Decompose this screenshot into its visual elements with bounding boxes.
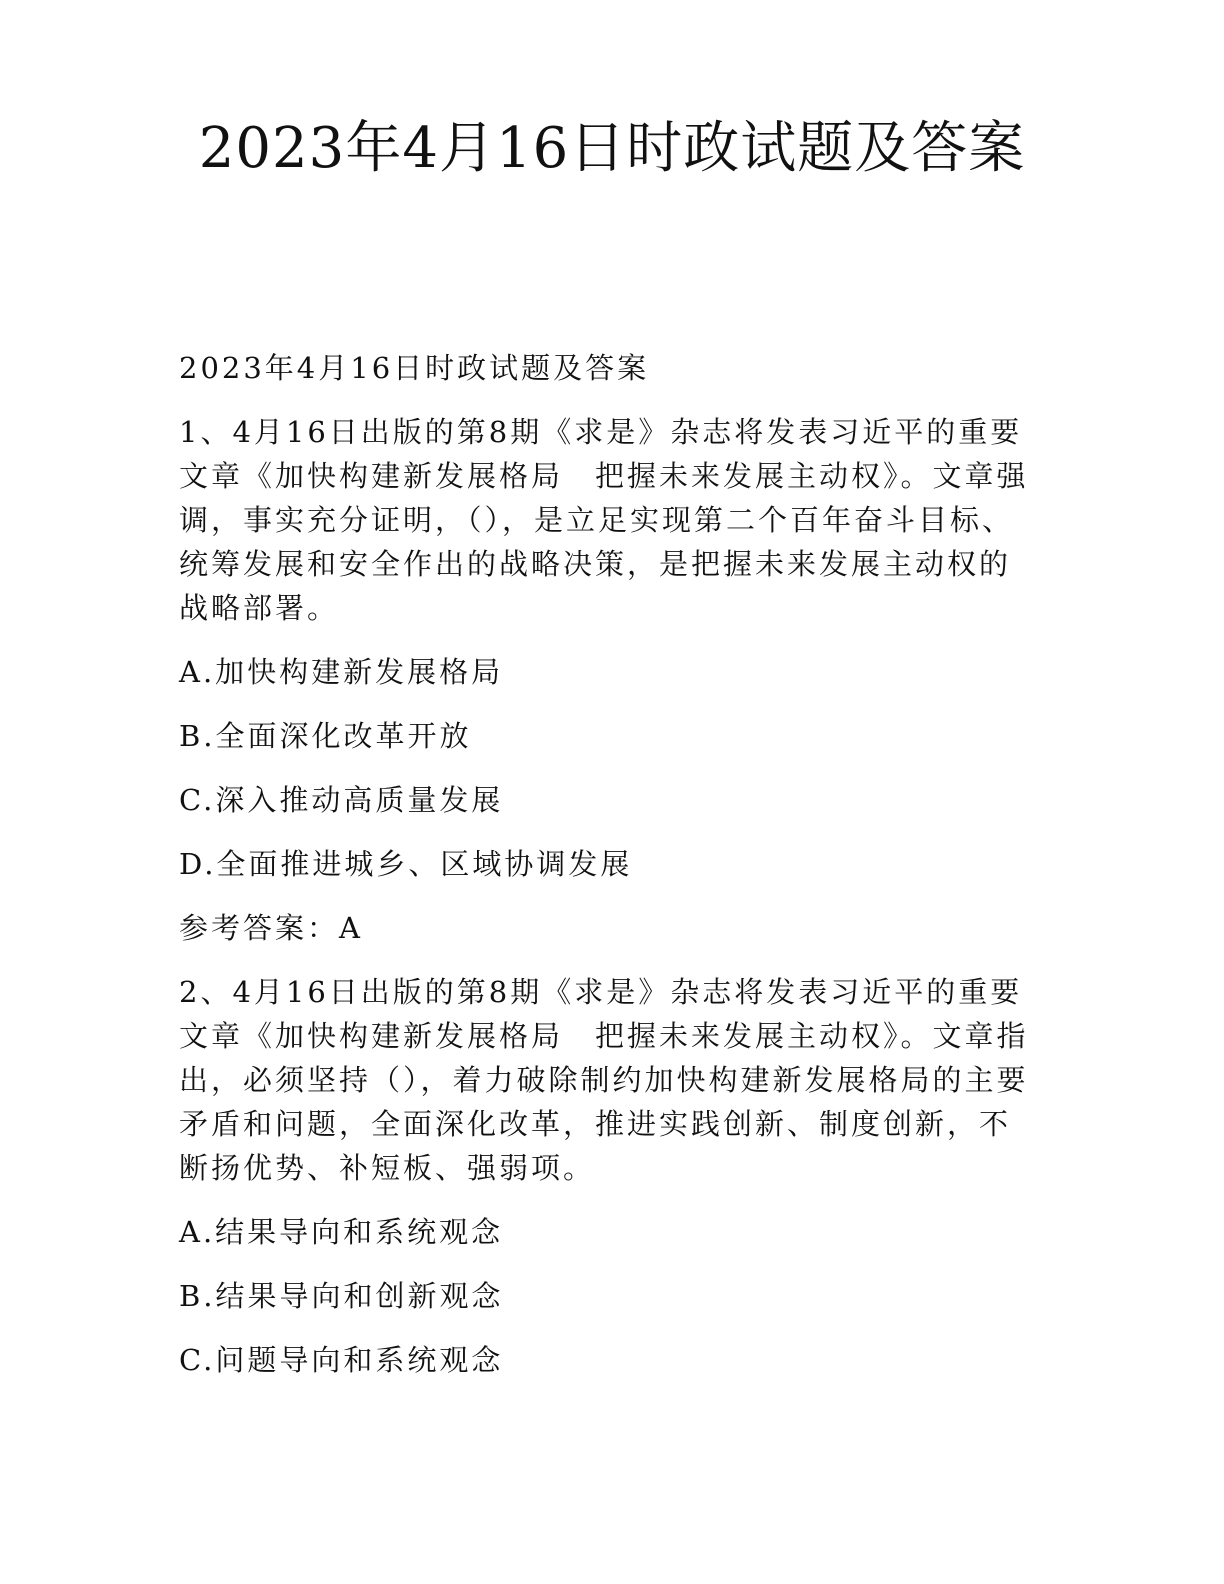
- question-2-option-c: C.问题导向和系统观念: [179, 1343, 504, 1377]
- document-title: 2023年4月16日时政试题及答案: [198, 116, 1026, 181]
- question-2-option-a: A.结果导向和系统观念: [179, 1215, 504, 1249]
- question-1-option-c: C.深入推动高质量发展: [179, 783, 504, 817]
- question-1-answer: 参考答案：A: [179, 911, 363, 945]
- document-subtitle: 2023年4月16日时政试题及答案: [179, 351, 650, 385]
- question-1-option-d: D.全面推进城乡、区域协调发展: [179, 847, 633, 881]
- question-2-stem: 2、4月16日出版的第8期《求是》杂志将发表习近平的重要文章《加快构建新发展格局 把握未来发展主动权》。文章指出，必须坚持（），着力破除制约加快构建新发展格局的主要矛盾和问题，全面深化改革，推进实践创新、制度创新，不断扬优势、补短板、强弱项。: [179, 975, 1029, 1185]
- question-1-stem: 1、4月16日出版的第8期《求是》杂志将发表习近平的重要文章《加快构建新发展格局 把握未来发展主动权》。文章强调，事实充分证明，（），是立足实现第二个百年奋斗目标、统筹发展和安全作出的战略决策，是把握未来发展主动权的战略部署。: [179, 415, 1029, 625]
- question-1-option-a: A.加快构建新发展格局: [179, 655, 504, 689]
- document-body: [179, 346, 1039, 1402]
- question-2-option-b: B.结果导向和创新观念: [179, 1279, 504, 1313]
- question-1-option-b: B.全面深化改革开放: [179, 719, 472, 753]
